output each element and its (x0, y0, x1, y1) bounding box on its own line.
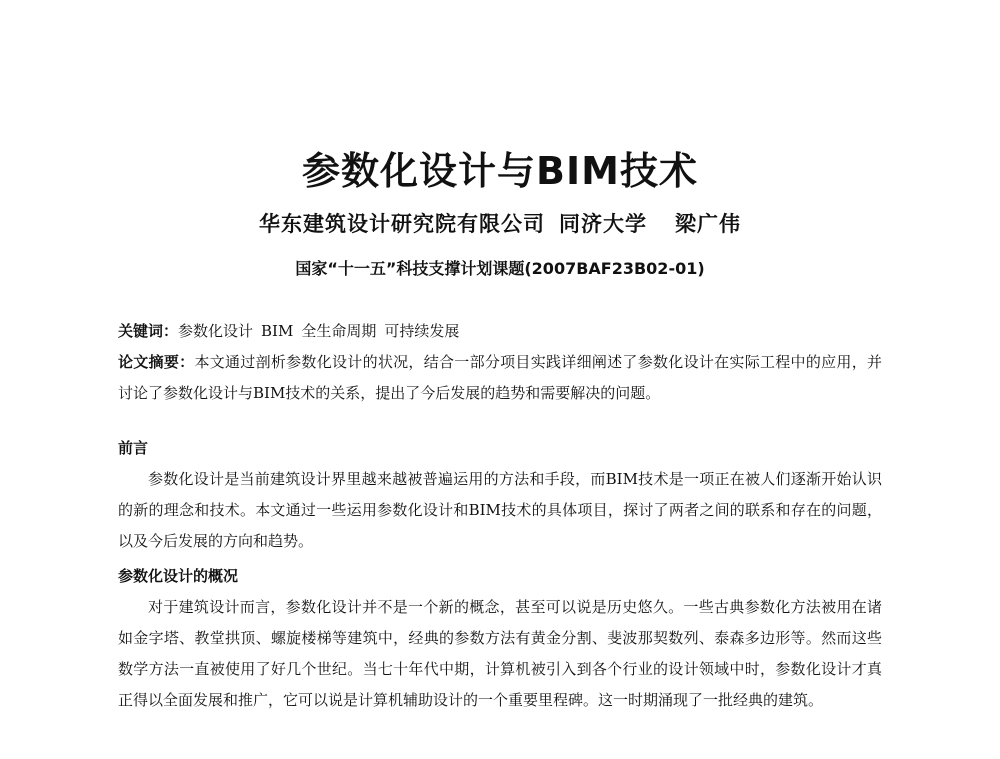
author-name: 梁广伟 (675, 212, 741, 236)
keyword-item: BIM (261, 322, 294, 340)
keyword-item: 参数化设计 (178, 322, 254, 340)
keyword-item: 可持续发展 (384, 322, 460, 340)
abstract-label: 论文摘要： (118, 353, 195, 371)
section-paragraph-overview: 对于建筑设计而言，参数化设计并不是一个新的概念，甚至可以说是历史悠久。一些古典参数化方法被用在诸如金字塔、教堂拱顶、螺旋楼梯等建筑中，经典的参数方法有黄金分割、斐波那契数列、泰森多边形等。然而这些数学方法一直被使用了好几个世纪。当七十年代中期，计算机被引入到各个行业的设计领域中时，参数化设计才真正得以全面发展和推广，它可以说是计算机辅助设计的一个重要里程碑。这一时期涌现了一批经典的建筑。 (118, 598, 882, 709)
affiliation-1: 华东建筑设计研究院有限公司 (259, 212, 545, 236)
keywords-line (118, 316, 882, 347)
section-heading-overview: 参数化设计的概况 (118, 567, 239, 585)
abstract-text: 本文通过剖析参数化设计的状况，结合一部分项目实践详细阐述了参数化设计在实际工程中的应用，并讨论了参数化设计与BIM技术的关系，提出了今后发展的趋势和需要解决的问题。 (118, 353, 882, 402)
keyword-item: 全生命周期 (301, 322, 377, 340)
abstract-block (118, 347, 882, 409)
keywords-label: 关键词： (118, 322, 179, 340)
affiliation-2: 同济大学 (559, 212, 647, 236)
funding-note: 国家“十一五”科技支撑计划课题(2007BAF23B02-01) (295, 259, 705, 278)
section-paragraph-preface: 参数化设计是当前建筑设计界里越来越被普遍运用的方法和手段，而BIM技术是一项正在被人们逐渐开始认识的新的理念和技术。本文通过一些运用参数化设计和BIM技术的具体项目，探讨了两者之间的联系和存在的问题，以及今后发展的方向和趋势。 (118, 470, 882, 550)
author-line (0, 208, 1000, 240)
paper-title: 参数化设计与BIM技术 (302, 149, 698, 193)
section-heading-preface: 前言 (118, 439, 149, 457)
